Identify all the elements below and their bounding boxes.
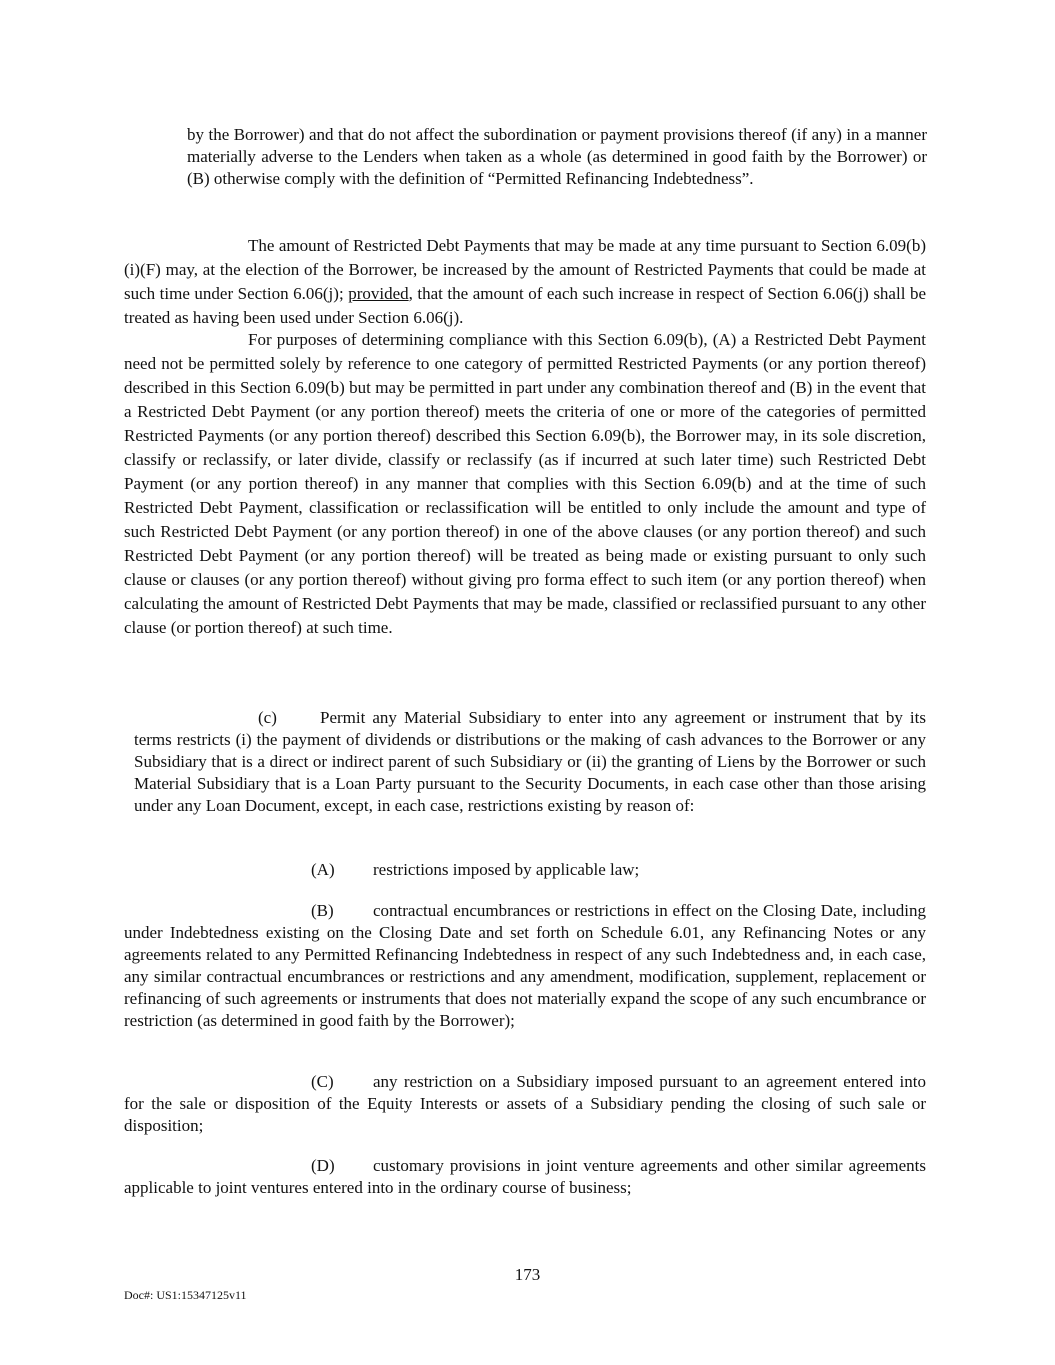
clause-b-text: contractual encumbrances or restrictions in effect on the Closing Date, including under Indebtedness existing on the Closing Date and set forth on Schedule 6.01, any Refinancing Notes or any agreements related to any Permitted Refinancing Indebtedness in respect of any such Indebtedness and, in each case, any similar contractual encumbrances or restrictions and any amendment, modification, supplement, replacement or refinancing of such agreements or instruments that does not materially expand the scope of any such encumbrance or restriction (as determined in good faith by the Borrower); [124,901,926,1030]
clause-c-paragraph [124,1071,926,1137]
clause-c-text: any restriction on a Subsidiary imposed pursuant to an agreement entered into for the sale or disposition of the Equity Interests or assets of a Subsidiary pending the closing of such sale or disposition; [124,1072,926,1135]
clause-d-text: customary provisions in joint venture agreements and other similar agreements applicable to joint ventures entered into in the ordinary course of business; [124,1156,926,1197]
restricted-debt-amount-paragraph [124,234,926,330]
carryover-paragraph: by the Borrower) and that do not affect the subordination or payment provisions thereof (if any) in a manner materially adverse to the Lenders when taken as a whole (as determined in good faith by the Borrower) or (B) otherwise comply with the definition of “Permitted Refinancing Indebtedness”. [187,125,927,188]
clause-a-paragraph [124,858,926,882]
section-c-label: (c) [258,708,277,727]
clause-b-paragraph [124,900,926,1032]
clause-a-text: restrictions imposed by applicable law; [373,860,640,879]
amount-paragraph-text-1: The amount of Restricted Debt Payments that may be made at any time pursuant to Section 6.09(b)(i)(F) may, at the election of the Borrower, be increased by the amount of Restricted Payments that could be made at such time under Section 6.06(j); [124,236,926,303]
section-c-text: Permit any Material Subsidiary to enter into any agreement or instrument that by its terms restricts (i) the payment of dividends or distributions or the making of cash advances to the Borrower or any Subsidiary that is a direct or indirect parent of such Subsidiary or (ii) the granting of Liens by the Borrower or such Material Subsidiary that is a Loan Party pursuant to the Security Documents, in each case other than those arising under any Loan Document, except, in each case, restrictions existing by reason of: [134,708,926,815]
clause-d-label: (D) [311,1156,335,1175]
amount-paragraph-text-2: , that the amount of each such increase in respect of Section 6.06(j) shall be treated as having been used under Section 6.06(j). [124,284,926,327]
clause-b-label: (B) [311,901,334,920]
page-number: 173 [514,1265,541,1284]
compliance-purposes-paragraph: For purposes of determining compliance with this Section 6.09(b), (A) a Restricted Debt Payment need not be permitted solely by reference to one category of permitted Restricted Payments (or any portion thereof) described in this Section 6.09(b) but may be permitted in part under any combination thereof and (B) in the event that a Restricted Debt Payment (or any portion thereof) meets the criteria of one or more of the categories of permitted Restricted Payments (or any portion thereof) described this Section 6.09(b), the Borrower may, in its sole discretion, classify or reclassify, or later divide, classify or reclassify (as if incurred at such later time) such Restricted Debt Payment (or any portion thereof) in any manner that complies with this Section 6.09(b) and at the time of such Restricted Debt Payment, classification or reclassification will be entitled to only include the amount and type of such Restricted Debt Payment (or any portion thereof) in one of the above clauses (or any portion thereof) and such Restricted Debt Payment (or any portion thereof) will be treated as being made or existing pursuant to only such clause or clauses (or any portion thereof) without giving pro forma effect to such item (or any portion thereof) when calculating the amount of Restricted Debt Payments that may be made, classified or reclassified pursuant to any other clause (or portion thereof) at such time. [124,330,926,637]
clause-a-label: (A) [311,860,335,879]
document-id: Doc#: US1:15347125v11 [124,1288,247,1302]
clause-c-label: (C) [311,1072,334,1091]
clause-d-paragraph [124,1155,926,1199]
provided-term: provided [348,284,409,303]
section-c-paragraph [134,707,926,817]
